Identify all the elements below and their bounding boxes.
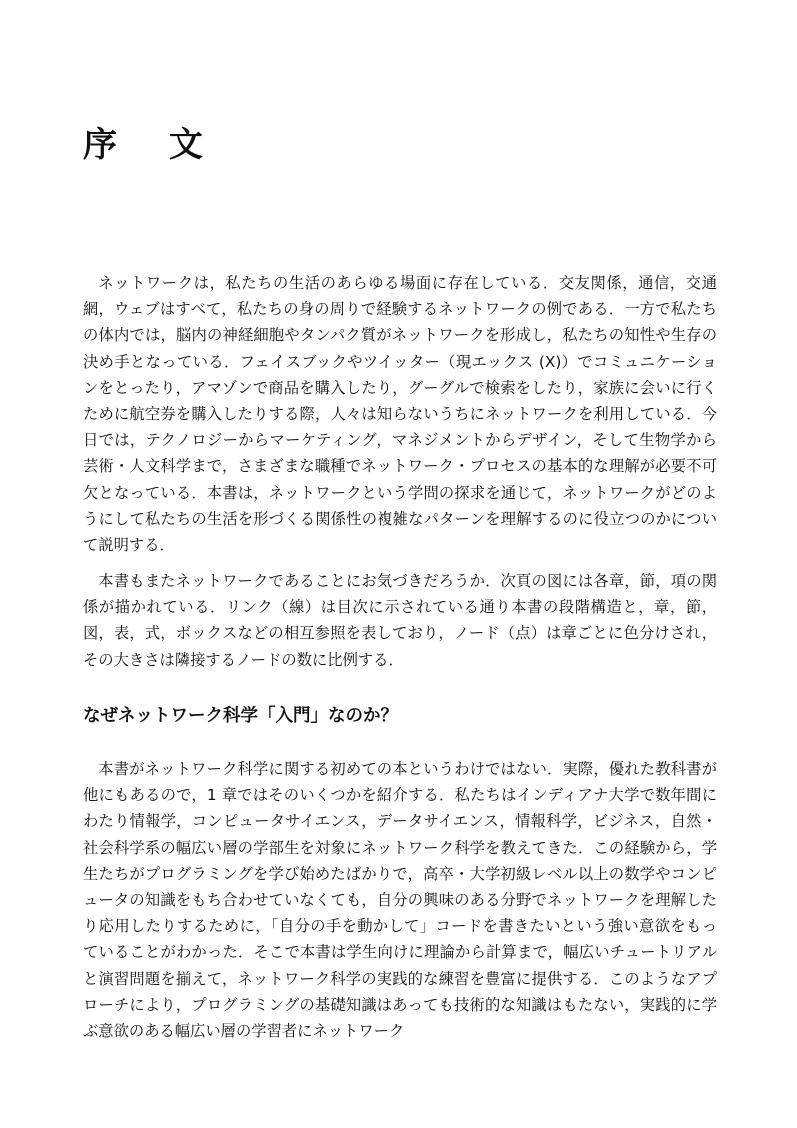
intro-paragraph-1: ネットワークは，私たちの生活のあらゆる場面に存在している．交友関係，通信，交通網，ウェブはすべて，私たちの身の周りで経験するネットワークの例である．一方で私たちの体内では，脳内の神経細胞やタンパク質がネットワークを形成し，私たちの知性や生存の決め手となっている．フェイスブックやツイッター（現エックス (X)）でコミュニケーションをとったり，アマゾンで商品を購入したり，グーグルで検索をしたり，家族に会いに行くために航空券を購入したりする際，人々は知らないうちにネットワークを利用している．今日では，テクノロジーからマーケティング，マネジメントからデザイン，そして生物学から芸術・人文科学まで，さまざまな職種でネットワーク・プロセスの基本的な理解が必要不可欠となっている．本書は，ネットワークという学問の探求を通じて，ネットワークがどのようにして私たちの生活を形づくる関係性の複雑なパターンを理解するのに役立つのかについて説明する． (83, 274, 717, 555)
chapter-title: 序 文 (83, 125, 223, 165)
intro-paragraph-2: 本書もまたネットワークであることにお気づきだろうか．次頁の図には各章，節，項の関係が描かれている．リンク（線）は目次に示されている通り本書の段階構造と，章，節，図，表，式，ボックスなどの相互参照を表しており，ノード（点）は章ごとに色分けされ，その大きさは隣接するノードの数に比例する． (83, 572, 717, 669)
section-heading: なぜネットワーク科学「入門」なのか？ (83, 706, 398, 726)
section-paragraph-1: 本書がネットワーク科学に関する初めての本というわけではない．実際，優れた教科書が他にもあるので，1 章ではそのいくつかを紹介する．私たちはインディアナ大学で数年間にわたり情報学，コンピュータサイエンス，データサイエンス，情報科学，ビジネス，自然・社会科学系の幅広い層の学部生を対象にネットワーク科学を教えてきた．この経験から，学生たちがプログラミングを学び始めたばかりで，高卒・大学初級レベル以上の数学やコンピュータの知識をもち合わせていなくても，自分の興味のある分野でネットワークを理解したり応用したりするために，「自分の手を動かして」コードを書きたいという強い意欲をもっていることがわかった．そこで本書は学生向けに理論から計算まで，幅広いチュートリアルと演習問題を揃えて，ネットワーク科学の実践的な練習を豊富に提供する．このようなアプローチにより，プログラミングの基礎知識はあっても技術的な知識はもたない，実践的に学ぶ意欲のある幅広い層の学習者にネットワーク (83, 760, 717, 1041)
